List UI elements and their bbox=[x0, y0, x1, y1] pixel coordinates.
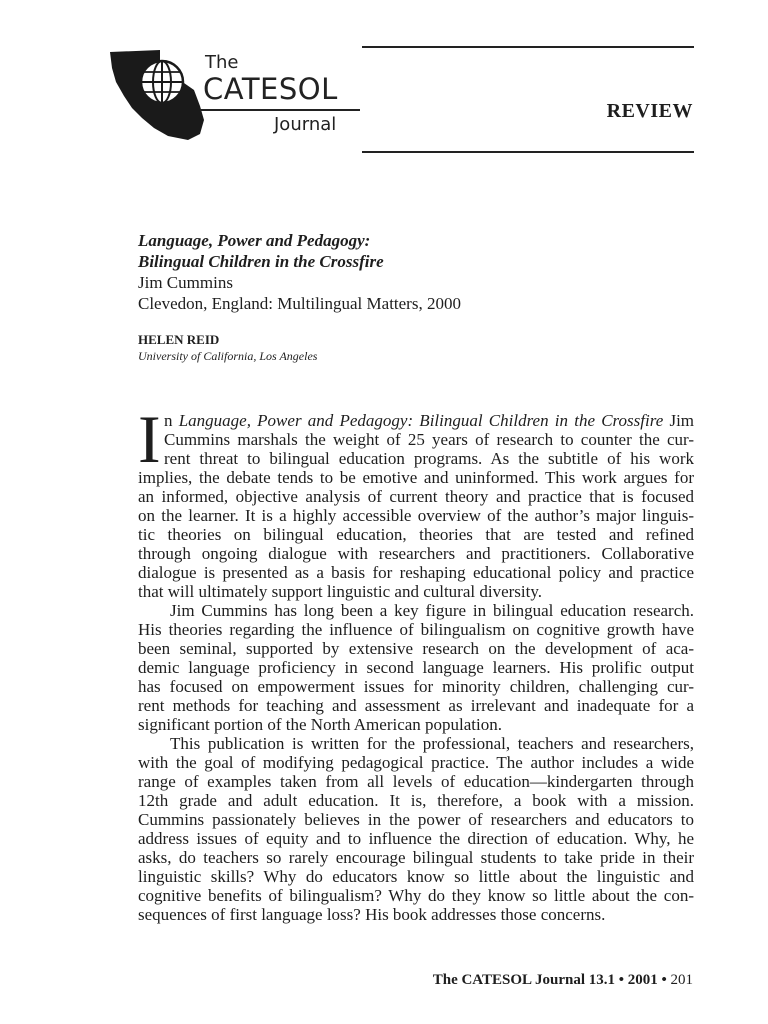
text-line: on the learner. It is a highly accessible overview of the author’s major linguis- bbox=[138, 506, 694, 525]
header-rule-bottom bbox=[362, 151, 694, 153]
logo-divider bbox=[200, 109, 360, 111]
paragraph-3 bbox=[138, 734, 694, 924]
text-line: This publication is written for the professional, teachers and researchers, bbox=[170, 734, 694, 753]
text-line: rent methods for teaching and assessment as irrelevant and inadequate for a bbox=[138, 696, 694, 715]
book-title-line1: Language, Power and Pedagogy: bbox=[138, 231, 371, 250]
paragraph-1 bbox=[138, 401, 695, 601]
footer-journal: The CATESOL Journal 13.1 • 2001 • bbox=[432, 972, 667, 988]
text-line: an informed, objective analysis of current theory and practice that is focused bbox=[138, 487, 694, 506]
page-footer bbox=[433, 972, 693, 989]
text-line: implies, the debate tends to be emotive and uninformed. This work argues for bbox=[138, 468, 694, 487]
text-line: through ongoing dialogue with researchers and practitioners. Collaborative bbox=[138, 544, 694, 563]
book-author: Jim Cummins bbox=[138, 273, 233, 292]
text-line: been seminal, supported by extensive research on the development of aca- bbox=[138, 639, 694, 658]
logo-journal: Journal bbox=[274, 114, 337, 135]
text-line: dialogue is presented as a basis for reshaping educational policy and practice bbox=[138, 563, 694, 582]
text-line: sequences of first language loss? His book addresses those concerns. bbox=[138, 905, 606, 924]
book-publisher: Clevedon, England: Multilingual Matters, 2000 bbox=[138, 294, 461, 313]
text-line: with the goal of modifying pedagogical practice. The author includes a wide bbox=[138, 753, 694, 772]
book-info bbox=[138, 230, 698, 314]
text-line: range of examples taken from all levels of education—kindergarten through bbox=[138, 772, 694, 791]
text-line: demic language proficiency in second language learners. His prolific output bbox=[138, 658, 694, 677]
text-line: significant portion of the North American population. bbox=[138, 715, 503, 734]
text-line: address issues of equity and to influence the direction of education. Why, he bbox=[138, 829, 694, 848]
text-line: has focused on empowerment issues for minority children, challenging cur- bbox=[138, 677, 694, 696]
page-number: 201 bbox=[670, 972, 693, 988]
drop-cap: I bbox=[138, 401, 161, 477]
text-line: His theories regarding the influence of bilingualism on cognitive growth have bbox=[138, 620, 694, 639]
text-line: rent threat to bilingual education programs. As the subtitle of his work bbox=[164, 449, 694, 468]
text-line: asks, do teachers so rarely encourage bilingual students to take pride in their bbox=[138, 848, 694, 867]
text-line: cognitive benefits of bilingualism? Why do they know so little about the con- bbox=[138, 886, 694, 905]
reviewer-affiliation: University of California, Los Angeles bbox=[138, 349, 318, 363]
text-line: Cummins marshals the weight of 25 years of research to counter the cur- bbox=[164, 430, 694, 449]
reviewer-name: HELEN REID bbox=[138, 332, 220, 347]
inline-book-title: Language, Power and Pedagogy: Bilingual Children in the Crossfire bbox=[178, 411, 664, 430]
paragraph-2 bbox=[138, 601, 694, 734]
section-label: REVIEW bbox=[606, 100, 693, 122]
logo-name: CATESOL bbox=[203, 72, 338, 106]
reviewer bbox=[138, 331, 317, 365]
book-title-line2: Bilingual Children in the Crossfire bbox=[138, 252, 384, 271]
text-line: Cummins passionately believes in the power of researchers and educators to bbox=[138, 810, 694, 829]
text-line: n Language, Power and Pedagogy: Bilingual Children in the Crossfire Jim bbox=[164, 411, 695, 430]
logo-the: The bbox=[205, 52, 239, 73]
review-body bbox=[138, 401, 695, 924]
header-rule-top bbox=[362, 46, 694, 48]
text-line: Jim Cummins has long been a key figure in bilingual education research. bbox=[170, 601, 694, 620]
text-line: that will ultimately support linguistic and cultural diversity. bbox=[138, 582, 542, 601]
text-line: 12th grade and adult education. It is, therefore, a book with a mission. bbox=[138, 791, 694, 810]
text-line: linguistic skills? Why do educators know so little about the linguistic and bbox=[138, 867, 694, 886]
text-line: tic theories on bilingual education, theories that are tested and refined bbox=[138, 525, 694, 544]
